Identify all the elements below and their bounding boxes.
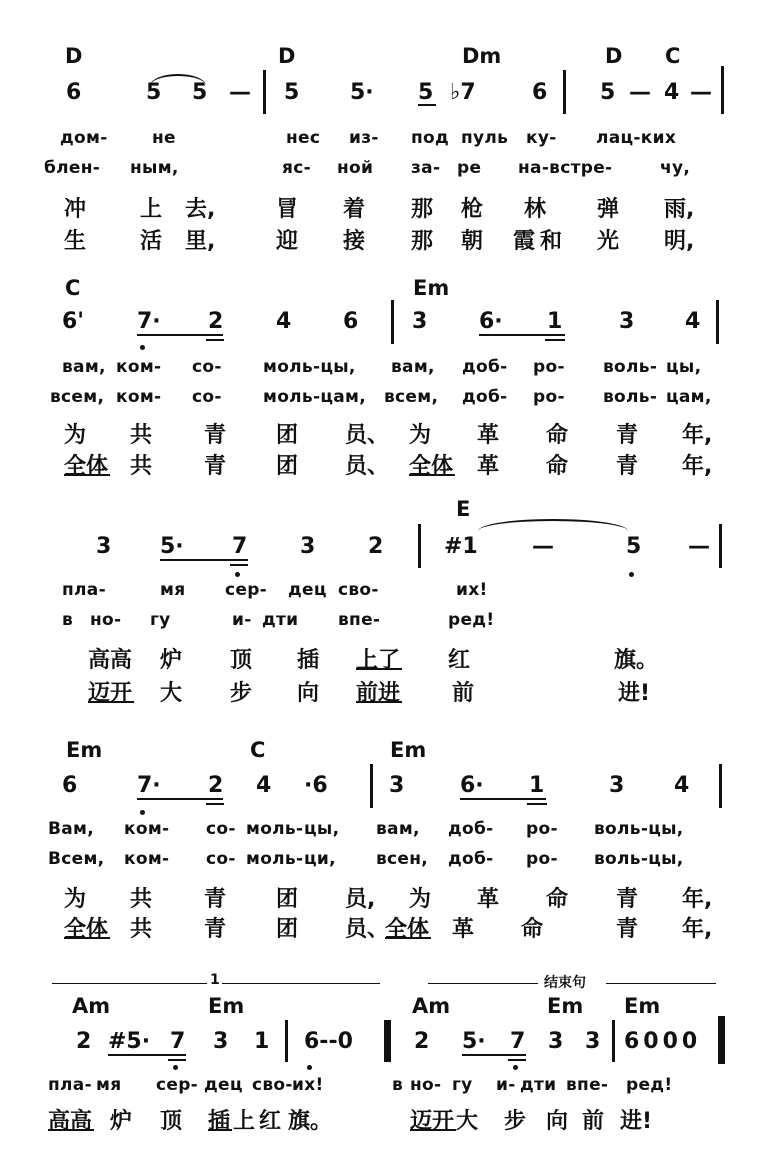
barline xyxy=(563,70,566,114)
underline xyxy=(385,937,431,939)
lyric-ru: всен, xyxy=(376,849,429,869)
lyric-zh: 高高 xyxy=(48,1109,93,1134)
note: 7 xyxy=(510,1029,526,1054)
barline xyxy=(612,1020,615,1062)
double-barline xyxy=(384,1020,391,1062)
lyric-zh: 青 xyxy=(204,917,227,942)
low-dot xyxy=(513,1065,518,1070)
note: ♭7 xyxy=(450,80,476,105)
lyric-zh: 前 xyxy=(452,681,475,706)
chord: C xyxy=(665,44,681,68)
lyric-zh: 年, xyxy=(682,423,713,448)
lyric-zh: 顶 xyxy=(160,1109,183,1134)
lyric-ru: дец xyxy=(204,1075,243,1095)
lyric-ru: ной xyxy=(337,158,374,178)
lyric-ru: ком- xyxy=(116,357,162,377)
underline xyxy=(410,1129,456,1131)
chord: Em xyxy=(66,738,103,762)
lyric-ru: цам, xyxy=(666,387,712,407)
note: 3 xyxy=(96,534,112,559)
lyric-zh: 红 xyxy=(448,648,471,673)
note: 7· xyxy=(137,309,161,334)
lyric-ru: сер- xyxy=(225,580,268,600)
chord: Em xyxy=(413,276,450,300)
lyric-ru: нес xyxy=(286,128,321,148)
lyric-zh: 冲 xyxy=(64,197,87,222)
chord: Dm xyxy=(462,44,502,68)
lyric-ru: пла- xyxy=(48,1075,92,1095)
note: 5· xyxy=(160,534,184,559)
lyric-zh: 大 xyxy=(456,1109,479,1134)
lyric-ru: воль-цы, xyxy=(594,819,684,839)
lyric-zh: 员、 xyxy=(345,423,390,448)
ending-bracket xyxy=(606,983,716,984)
lyric-ru: вам, xyxy=(62,357,106,377)
underline xyxy=(418,104,436,106)
note: 5 xyxy=(626,534,642,559)
chord: D xyxy=(65,44,83,68)
lyric-zh: 共 xyxy=(130,887,153,912)
lyric-ru: но- xyxy=(410,1075,442,1095)
lyric-ru: их! xyxy=(456,580,488,600)
lyric-ru: блен- xyxy=(44,158,101,178)
tie xyxy=(478,519,628,531)
lyric-zh: 前进 xyxy=(356,681,401,706)
lyric-zh: 年, xyxy=(682,917,713,942)
lyric-zh: 活 xyxy=(140,229,163,254)
note: 3 xyxy=(609,773,625,798)
lyric-zh: 员、 xyxy=(345,454,390,479)
note: 3 xyxy=(548,1029,564,1054)
lyric-ru: доб- xyxy=(448,849,494,869)
lyric-ru: дец xyxy=(288,580,327,600)
lyric-zh: 枪 xyxy=(461,197,484,222)
lyric-zh: 革 xyxy=(477,887,500,912)
underline xyxy=(545,339,565,341)
lyric-ru: моль- xyxy=(246,819,304,839)
lyric-zh: 红 xyxy=(259,1109,282,1134)
lyric-ru: со- xyxy=(192,387,222,407)
lyric-zh: 命 xyxy=(546,423,569,448)
ending-bracket xyxy=(428,983,538,984)
dash: — xyxy=(532,534,554,559)
lyric-ru: сер- xyxy=(156,1075,199,1095)
lyric-ru: ре xyxy=(457,158,482,178)
lyric-ru: вам, xyxy=(376,819,420,839)
underline xyxy=(208,1129,232,1131)
lyric-ru: воль- xyxy=(603,387,658,407)
underline xyxy=(460,798,546,800)
note: 4 xyxy=(276,309,292,334)
lyric-zh: 炉 xyxy=(160,648,183,673)
note: 4 xyxy=(256,773,272,798)
lyric-zh: 共 xyxy=(130,917,153,942)
lyric-ru: из- xyxy=(349,128,379,148)
note: 2 xyxy=(208,773,224,798)
lyric-ru: впе- xyxy=(566,1075,609,1095)
chord: D xyxy=(605,44,623,68)
lyric-zh: 为 xyxy=(409,423,432,448)
barline xyxy=(391,300,394,344)
note: 5 xyxy=(284,80,300,105)
lyric-zh: 革 xyxy=(477,423,500,448)
lyric-zh: 青 xyxy=(616,917,639,942)
lyric-zh: 上 xyxy=(140,197,163,222)
lyric-zh: 生 xyxy=(64,229,87,254)
lyric-ru: моль-цы, xyxy=(263,357,356,377)
chord: Am xyxy=(72,994,111,1018)
chord: C xyxy=(250,738,266,762)
note: ·6 xyxy=(304,773,328,798)
underline xyxy=(527,803,547,805)
note: 3 xyxy=(412,309,428,334)
lyric-ru: ком- xyxy=(124,849,170,869)
lyric-ru: ро- xyxy=(533,357,565,377)
barline xyxy=(721,66,724,114)
volta-bracket xyxy=(222,983,380,984)
note: 3 xyxy=(619,309,635,334)
chord: Em xyxy=(547,994,584,1018)
lyric-zh: 为 xyxy=(409,887,432,912)
lyric-zh: 炉 xyxy=(110,1109,133,1134)
barline xyxy=(285,1020,288,1062)
lyric-zh: 全体 xyxy=(385,917,430,942)
lyric-ru: на-встре- xyxy=(518,158,613,178)
note: 4 xyxy=(685,309,701,334)
lyric-zh: 上 xyxy=(233,1109,256,1134)
lyric-zh: 上了 xyxy=(356,648,401,673)
underline xyxy=(409,474,455,476)
dash: — xyxy=(629,80,651,105)
final-barline xyxy=(718,1016,725,1064)
lyric-zh: 旗。 xyxy=(614,648,659,673)
low-dot xyxy=(140,345,145,350)
lyric-zh: 朝 xyxy=(461,229,484,254)
lyric-zh: 插 xyxy=(297,648,320,673)
lyric-ru: ком- xyxy=(124,819,170,839)
lyric-zh: 青 xyxy=(204,887,227,912)
note: 2 xyxy=(208,309,224,334)
note: 1 xyxy=(547,309,563,334)
lyric-ru: сво- xyxy=(252,1075,293,1095)
lyric-zh: 向 xyxy=(297,681,320,706)
lyric-ru: ным, xyxy=(130,158,179,178)
note: 4 xyxy=(674,773,690,798)
note: 6 xyxy=(343,309,359,334)
note: 5· xyxy=(350,80,374,105)
underline xyxy=(168,1059,186,1061)
lyric-ru: ро- xyxy=(526,849,558,869)
note: 1 xyxy=(254,1029,270,1054)
lyric-ru: ком- xyxy=(116,387,162,407)
lyric-ru: и- xyxy=(496,1075,516,1095)
note: 1 xyxy=(529,773,545,798)
lyric-zh: 命 xyxy=(546,887,569,912)
barline xyxy=(418,524,421,568)
underline xyxy=(479,334,565,336)
note: 7 xyxy=(232,534,248,559)
lyric-ru: воль-цы, xyxy=(594,849,684,869)
lyric-ru: со- xyxy=(192,357,222,377)
note: 2 xyxy=(76,1029,92,1054)
lyric-zh: 接 xyxy=(343,229,366,254)
lyric-ru: дти xyxy=(262,610,299,630)
note: 7· xyxy=(137,773,161,798)
lyric-zh: 旗。 xyxy=(288,1109,333,1134)
lyric-ru: ку- xyxy=(526,128,557,148)
note: 6 xyxy=(532,80,548,105)
lyric-ru: впе- xyxy=(338,610,381,630)
note: 2 xyxy=(368,534,384,559)
note: 5 xyxy=(418,80,434,105)
lyric-zh: 革 xyxy=(477,454,500,479)
lyric-zh: 进! xyxy=(618,681,651,706)
lyric-zh: 命 xyxy=(546,454,569,479)
lyric-zh: 大 xyxy=(160,681,183,706)
lyric-ru: вам, xyxy=(391,357,435,377)
underline xyxy=(64,937,110,939)
chord: E xyxy=(456,497,471,521)
dash: — xyxy=(229,80,251,105)
low-dot xyxy=(140,810,145,815)
lyric-zh: 革 xyxy=(452,917,475,942)
lyric-ru: доб- xyxy=(462,357,508,377)
lyric-zh: 弹 xyxy=(597,197,620,222)
underline xyxy=(356,668,402,670)
note: 6 xyxy=(66,80,82,105)
underline xyxy=(108,1054,186,1056)
note: 6· xyxy=(479,309,503,334)
lyric-ru: гу xyxy=(452,1075,473,1095)
lyric-zh: 年, xyxy=(682,887,713,912)
note: 5 xyxy=(600,80,616,105)
lyric-ru: ро- xyxy=(533,387,565,407)
lyric-ru: доб- xyxy=(462,387,508,407)
note: 5 xyxy=(192,80,208,105)
lyric-zh: 团 xyxy=(276,887,299,912)
lyric-ru: их! xyxy=(292,1075,324,1095)
lyric-zh: 青 xyxy=(204,423,227,448)
note: 5 xyxy=(146,80,162,105)
low-dot xyxy=(629,572,634,577)
lyric-ru: мя xyxy=(96,1075,122,1095)
lyric-ru: доб- xyxy=(448,819,494,839)
lyric-zh: 前 xyxy=(582,1109,605,1134)
note: 6000 xyxy=(624,1029,702,1054)
dash: — xyxy=(690,80,712,105)
barline xyxy=(719,764,722,808)
low-dot xyxy=(235,572,240,577)
lyric-zh: 顶 xyxy=(230,648,253,673)
lyric-zh: 霞 xyxy=(513,229,536,254)
lyric-ru: пла- xyxy=(62,580,106,600)
lyric-zh: 团 xyxy=(276,423,299,448)
volta-number: 1 xyxy=(210,972,220,988)
lyric-ru: за- xyxy=(411,158,441,178)
lyric-ru: ро- xyxy=(526,819,558,839)
lyric-zh: 和 xyxy=(540,229,563,254)
underline xyxy=(508,1059,526,1061)
barline xyxy=(263,70,266,114)
underline xyxy=(206,339,224,341)
ending-label: 结束句 xyxy=(544,975,586,991)
lyric-zh: 光 xyxy=(597,229,620,254)
underline xyxy=(137,334,223,336)
lyric-ru: ред! xyxy=(626,1075,673,1095)
lyric-ru: не xyxy=(152,128,176,148)
lyric-zh: 步 xyxy=(230,681,253,706)
note: 6· xyxy=(460,773,484,798)
lyric-ru: в xyxy=(62,610,74,630)
lyric-zh: 高高 xyxy=(88,648,133,673)
note: 7 xyxy=(170,1029,186,1054)
lyric-ru: моль- xyxy=(246,849,304,869)
lyric-zh: 为 xyxy=(64,887,87,912)
lyric-ru: и- xyxy=(232,610,252,630)
note: 6' xyxy=(62,309,85,334)
note: 3 xyxy=(213,1029,229,1054)
note: 5· xyxy=(462,1029,486,1054)
lyric-zh: 共 xyxy=(130,423,153,448)
lyric-zh: 里, xyxy=(185,229,216,254)
chord: C xyxy=(65,276,81,300)
lyric-zh: 进! xyxy=(620,1109,653,1134)
lyric-zh: 那 xyxy=(411,229,434,254)
lyric-zh: 插 xyxy=(208,1109,231,1134)
lyric-zh: 年, xyxy=(682,454,713,479)
dash: — xyxy=(688,534,710,559)
lyric-zh: 去, xyxy=(185,197,216,222)
underline xyxy=(462,1054,526,1056)
volta-bracket xyxy=(52,983,207,984)
lyric-zh: 迎 xyxy=(276,229,299,254)
lyric-ru: гу xyxy=(150,610,171,630)
lyric-zh: 全体 xyxy=(64,917,109,942)
lyric-ru: цы, xyxy=(304,819,340,839)
lyric-zh: 明, xyxy=(664,229,695,254)
note: 4 xyxy=(664,80,680,105)
lyric-zh: 青 xyxy=(616,887,639,912)
lyric-ru: ред! xyxy=(448,610,495,630)
chord: Am xyxy=(412,994,451,1018)
lyric-ru: лац-ких xyxy=(596,128,677,148)
lyric-ru: моль-цам, xyxy=(263,387,366,407)
chord: Em xyxy=(208,994,245,1018)
lyric-ru: дом- xyxy=(60,128,108,148)
lyric-zh: 向 xyxy=(546,1109,569,1134)
chord: Em xyxy=(390,738,427,762)
lyric-zh: 青 xyxy=(204,454,227,479)
lyric-zh: 步 xyxy=(504,1109,527,1134)
lyric-ru: всем, xyxy=(384,387,439,407)
lyric-ru: под xyxy=(411,128,450,148)
barline xyxy=(370,764,373,808)
underline xyxy=(230,564,248,566)
note: #5· xyxy=(108,1029,151,1054)
lyric-ru: дти xyxy=(520,1075,557,1095)
barline xyxy=(719,524,722,568)
lyric-zh: 雨, xyxy=(664,197,695,222)
underline xyxy=(137,798,223,800)
note: 3 xyxy=(300,534,316,559)
chord: Em xyxy=(624,994,661,1018)
underline xyxy=(88,701,134,703)
lyric-zh: 林 xyxy=(524,197,547,222)
lyric-ru: Вам, xyxy=(48,819,94,839)
low-dot xyxy=(307,1065,312,1070)
lyric-ru: всем, xyxy=(50,387,105,407)
lyric-zh: 那 xyxy=(411,197,434,222)
underline xyxy=(356,701,402,703)
low-dot xyxy=(173,1065,178,1070)
lyric-zh: 员, xyxy=(345,887,376,912)
lyric-zh: 着 xyxy=(343,197,366,222)
lyric-zh: 青 xyxy=(616,454,639,479)
underline xyxy=(64,474,110,476)
note: 3 xyxy=(389,773,405,798)
lyric-zh: 为 xyxy=(64,423,87,448)
lyric-ru: воль- xyxy=(603,357,658,377)
lyric-ru: в xyxy=(392,1075,404,1095)
lyric-ru: со- xyxy=(206,849,236,869)
lyric-zh: 全体 xyxy=(64,454,109,479)
lyric-zh: 青 xyxy=(616,423,639,448)
underline xyxy=(206,803,224,805)
lyric-zh: 命 xyxy=(521,917,544,942)
lyric-ru: цы, xyxy=(666,357,702,377)
underline xyxy=(160,559,248,561)
lyric-zh: 迈开 xyxy=(88,681,133,706)
lyric-ru: Всем, xyxy=(48,849,105,869)
lyric-ru: но- xyxy=(90,610,122,630)
note: 6--0 xyxy=(304,1029,353,1054)
lyric-ru: пуль xyxy=(461,128,509,148)
lyric-zh: 迈开 xyxy=(410,1109,455,1134)
note: 3 xyxy=(585,1029,601,1054)
note: 2 xyxy=(414,1029,430,1054)
chord: D xyxy=(278,44,296,68)
lyric-zh: 全体 xyxy=(409,454,454,479)
note: #1 xyxy=(444,534,478,559)
barline xyxy=(716,300,719,344)
lyric-ru: ци, xyxy=(304,849,336,869)
lyric-ru: мя xyxy=(160,580,186,600)
lyric-zh: 团 xyxy=(276,454,299,479)
underline xyxy=(48,1129,94,1131)
lyric-zh: 冒 xyxy=(276,197,299,222)
lyric-ru: чу, xyxy=(660,158,691,178)
lyric-zh: 团 xyxy=(276,917,299,942)
lyric-ru: со- xyxy=(206,819,236,839)
lyric-zh: 共 xyxy=(130,454,153,479)
lyric-ru: яс- xyxy=(282,158,311,178)
note: 6 xyxy=(62,773,78,798)
lyric-ru: сво- xyxy=(338,580,379,600)
lyric-zh: 员、 xyxy=(345,917,390,942)
